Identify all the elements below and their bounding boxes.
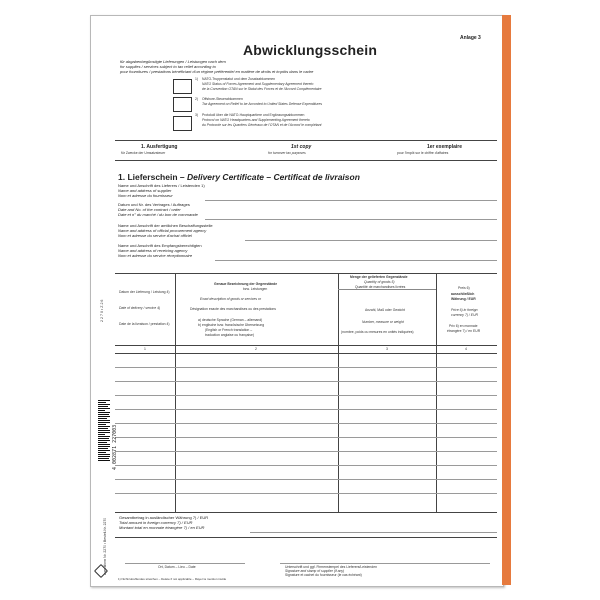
table-numbers-bottom: [115, 353, 497, 354]
option-1-line-2: NATO Status of Forces Agreement and Supplementary Agreement thereto: [202, 82, 314, 86]
col4-header-4: Price 6) in foreign: [451, 308, 478, 312]
col4-header-2: ausschließlich: [451, 292, 475, 296]
intro-line-2: for supplies / services subject to tax relief according to: [120, 64, 216, 69]
checkbox-offshore[interactable]: [173, 97, 192, 112]
col4-header-3: Währung / EUR: [451, 297, 476, 301]
field-supplier-fr: Nom et adresse du fournisseur: [118, 193, 173, 198]
checkbox-nato-hq[interactable]: [173, 116, 192, 131]
supplier-line[interactable]: [205, 200, 497, 201]
contract-line[interactable]: [205, 219, 497, 220]
col2-header-4: Désignation exacte des marchandises ou des prestations: [190, 307, 276, 311]
col3-header-5: Number, measure or weight: [362, 320, 404, 324]
option-2-num: 2): [195, 97, 199, 101]
page-title: Abwicklungsschein: [243, 42, 378, 58]
section-heading-de: 1. Lieferschein: [118, 172, 178, 182]
col2-header-8: traduction anglaise ou française): [205, 333, 255, 337]
col1-header-fr: Date de la livraison / prestation 4): [119, 322, 170, 326]
copy-fr-sub: pour l'impôt sur le chiffre d'affaires: [397, 151, 449, 155]
table-row[interactable]: [115, 423, 497, 424]
col-number-2: 2: [255, 347, 257, 351]
table-row[interactable]: [115, 493, 497, 494]
accent-stripe: [502, 15, 511, 585]
margin-vertical-text: zweckform Nr. 2270 • Bestell-Nr. 2270: [103, 517, 107, 575]
field-procurement-de: Name und Anschrift der amtlichen Beschaffungsstelle: [118, 223, 213, 228]
col3-header-2: Quantity of goods 5): [364, 280, 395, 284]
receiver-line[interactable]: [215, 260, 497, 261]
top-separator: [115, 140, 497, 141]
signature-label-3: Signature et cachet du fournisseur (le cas échéant): [285, 573, 362, 577]
place-date-label: Ort, Datum – Lieu – Date: [158, 565, 196, 569]
signature-label-1: Unterschrift und ggf. Firmenstempel des Lieferers/Leistenden: [285, 565, 377, 569]
col3-header-6: (nombre, poids ou mesures en unités indiquées): [341, 330, 414, 334]
table-row[interactable]: [115, 451, 497, 452]
table-row[interactable]: [115, 479, 497, 480]
option-2-line-2: Tax Agreement on Relief to be Accorded to United States Defense Expenditures: [202, 102, 323, 106]
copy-fr-title: 1er exemplaire: [427, 144, 463, 150]
col3-header-1: Menge der gelieferten Gegenstände: [350, 275, 408, 279]
table-header-bottom: [115, 345, 497, 346]
totals-fr: Montant total en monnaie étrangère 7) / en EUR: [119, 525, 205, 530]
procurement-line[interactable]: [245, 240, 497, 241]
col-number-1: 1: [144, 347, 146, 351]
totals-de: Gesamtbetrag in ausländischer Währung 7) / EUR: [119, 515, 209, 520]
col2-header-6: b) englische bzw. französische Übersetzung: [198, 323, 265, 327]
section-heading: [118, 172, 360, 182]
signature-line[interactable]: [280, 563, 490, 564]
form-sheet: [90, 15, 504, 587]
col4-header-1: Preis 6): [458, 286, 470, 290]
badge: Anlage 3: [460, 35, 481, 41]
option-1-line-3: de la Convention OTAN sur le Statut des Forces et de l'Accord Complémentaire: [202, 87, 322, 91]
table-bottom: [115, 512, 497, 513]
col2-header-1: Genaue Bezeichnung der Gegenstände: [214, 282, 278, 286]
field-contract-de: Datum und Nr. des Vertrages / Auftrages: [118, 202, 190, 207]
option-3-line-3: du Protocole sur les Quartiers Généraux de l'OTAN et de l'Accord le complétant: [202, 123, 322, 127]
field-contract-fr: Date et n° du marché / du bon de commande: [118, 212, 198, 217]
field-supplier-en: Name and address of supplier: [118, 188, 172, 193]
table-col-divider-1: [175, 273, 176, 512]
col3-header-4: Anzahl, Maß oder Gewicht: [365, 308, 405, 312]
field-contract-en: Date and No. of the contract / order: [118, 207, 181, 212]
table-row[interactable]: [115, 395, 497, 396]
field-procurement-fr: Nom et adresse du service d'achat officiel: [118, 233, 192, 238]
col4-header-7: étrangère 7) / en EUR: [447, 329, 481, 333]
copy-de-sub: für Zwecke der Umsatzsteuer: [121, 151, 166, 155]
table-row[interactable]: [115, 409, 497, 410]
signature-label-2: Signature and stamp of supplier (if any): [285, 569, 345, 573]
totals-en: Total amount in foreign currency 7) / EUR: [119, 520, 193, 525]
footnote: 1) Nichtzutreffendes streichen – Delete if not applicable – Rayer la mention inutile: [118, 577, 227, 581]
copy-de-title: 1. Ausfertigung: [141, 144, 178, 150]
option-2-line-1: Offshore-Steuerabkommen: [202, 97, 243, 101]
field-receiver-en: Name and address of receiving agency: [118, 248, 188, 253]
intro-line-1: für abgabenbegünstigte Lieferungen / Leistungen nach dem: [120, 59, 226, 64]
field-supplier-de: Name und Anschrift des Lieferers / Leistenden 1): [118, 183, 205, 188]
place-date-line[interactable]: [125, 563, 245, 564]
intro-line-3: pour fournitures / prestations bénéficiant d'un régime préférentiel en matière de droits et impôts dans le cadre: [120, 69, 314, 74]
field-receiver-de: Name und Anschrift des Empfangsberechtigten: [118, 243, 202, 248]
table-col-divider-2: [338, 273, 339, 512]
col3-sub-divider: [338, 289, 436, 290]
col2-header-2: bzw. Leistungen: [243, 287, 268, 291]
col3-header-3: Quantité de marchandises livrées: [355, 285, 406, 289]
col-number-4: 4: [465, 347, 467, 351]
totals-bottom: [115, 537, 497, 538]
totals-line[interactable]: [250, 532, 497, 533]
table-col-divider-3: [436, 273, 437, 512]
col1-header-de: Datum der Lieferung / Leistung 4): [119, 290, 170, 294]
table-row[interactable]: [115, 381, 497, 382]
col2-header-3: Exact description of goods or services or: [200, 297, 262, 301]
col2-header-7: (English or French translation –: [205, 328, 253, 332]
table-top: [115, 273, 497, 274]
col2-header-5: a) deutsche Sprache (German – allemand): [198, 318, 263, 322]
table-row[interactable]: [115, 367, 497, 368]
col4-header-6: Prix 6) en monnaie: [449, 324, 478, 328]
copy-en-title: 1st copy: [291, 144, 312, 150]
option-1-num: 1): [195, 77, 199, 81]
field-procurement-en: Name and address of official procurement agency: [118, 228, 207, 233]
barcode-digits: 4 002871 227003: [112, 424, 118, 470]
copy-en-sub: for turnover tax purposes: [268, 151, 306, 155]
option-1-line-1: NATO-Truppenstatut und dem Zusatzabkommen: [202, 77, 276, 81]
option-3-line-2: Protocol on NATO Headquarters and Supplementing Agreement thereto: [202, 118, 310, 122]
option-3-num: 3): [195, 113, 199, 117]
copies-separator: [115, 160, 497, 161]
option-3-line-1: Protokoll über die NATO-Hauptquartiere und Ergänzungsabkommen: [202, 113, 305, 117]
col4-header-5: currency 7) / EUR: [451, 313, 478, 317]
table-row[interactable]: [115, 437, 497, 438]
checkbox-nato-sofa[interactable]: [173, 79, 192, 94]
barcode-icon: [98, 400, 110, 462]
table-row[interactable]: [115, 465, 497, 466]
col-number-3: 3: [386, 347, 388, 351]
section-heading-en: – Delivery Certificate – Certificat de livraison: [179, 172, 360, 182]
margin-side-text: 2 2 7 0 • Z 2 6: [100, 299, 104, 322]
field-receiver-fr: Nom et adresse du service réceptionnaire: [118, 253, 193, 258]
col1-header-en: Date of delivery / service 4): [119, 306, 161, 310]
